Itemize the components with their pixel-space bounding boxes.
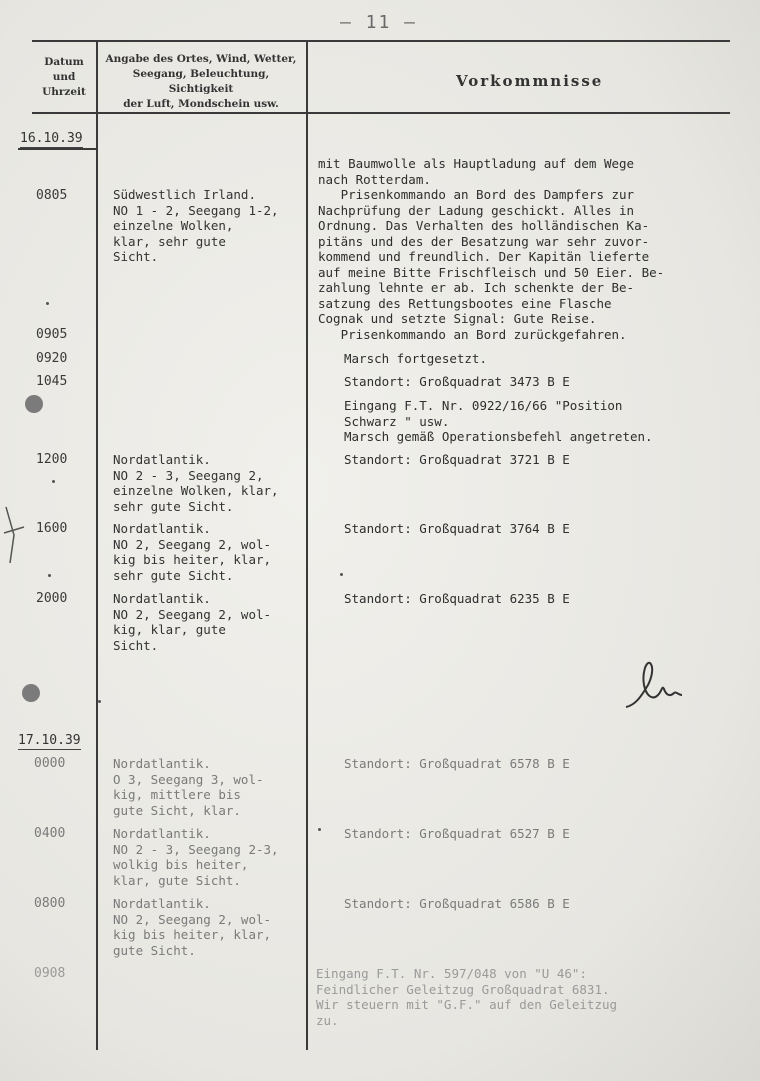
time-1600: 1600 xyxy=(36,521,68,536)
location-entry-1600: Nordatlantik. NO 2, Seegang 2, wol- kig bis heiter, klar, sehr gute Sicht. xyxy=(113,521,272,583)
time-2000: 2000 xyxy=(36,591,68,606)
location-entry-0000: Nordatlantik. O 3, Seegang 3, wol- kig, mittlere bis gute Sicht, klar. xyxy=(113,756,264,818)
time-0400: 0400 xyxy=(34,826,66,841)
header-location-weather xyxy=(101,52,301,112)
date-17-10-39: 17.10.39 xyxy=(18,733,81,748)
time-0920: 0920 xyxy=(36,351,68,366)
column-divider-1 xyxy=(96,40,98,1050)
margin-mark xyxy=(52,480,55,483)
event-position-1600: Standort: Großquadrat 3764 B E xyxy=(344,521,570,536)
page-number: — 11 — xyxy=(340,12,418,33)
event-radio-convoy-u46: Eingang F.T. Nr. 597/048 von "U 46": Feindlicher Geleitzug Großquadrat 6831. Wir steuern mit "G.F." auf den Geleitzug zu. xyxy=(316,966,618,1028)
event-position-0000: Standort: Großquadrat 6578 B E xyxy=(344,756,570,771)
margin-mark xyxy=(46,302,49,305)
time-0908: 0908 xyxy=(34,966,66,981)
header-bottom-rule xyxy=(32,112,730,114)
header-col2-line3: der Luft, Mondschein usw. xyxy=(123,98,279,110)
signature-icon xyxy=(618,655,688,715)
punch-hole-bottom xyxy=(22,684,40,702)
event-position-1045: Standort: Großquadrat 3473 B E xyxy=(344,374,570,389)
time-0805: 0805 xyxy=(36,188,68,203)
date-16-10-39: 16.10.39 xyxy=(20,131,83,146)
event-prize-inspection: mit Baumwolle als Hauptladung auf dem Wege nach Rotterdam. Prisenkommando an Bord des Dampfers zur Nachprüfung der Ladung geschickt. Alles in Ordnung. Das Verhalten des holländischen Ka- pitäns und des der Besatzung war sehr zuvor- kommend und freundlich. Der Kapitän lieferte auf meine Bitte Frischfleisch und 50 Eier. Be- zahlung lehnte er ab. Ich schenkte der Be- satzung des Rettungsbootes eine Flasche Cognak und setzte Signal: Gute Reise. Prisenkommando an Bord zurückgefahren. xyxy=(318,156,665,342)
header-col2-line1: Angabe des Ortes, Wind, Wetter, xyxy=(105,53,297,65)
location-entry-2000: Nordatlantik. NO 2, Seegang 2, wol- kig, klar, gute Sicht. xyxy=(113,591,272,653)
header-col1-line3: Uhrzeit xyxy=(42,86,86,98)
location-entry-1200: Nordatlantik. NO 2 - 3, Seegang 2, einzelne Wolken, klar, sehr gute Sicht. xyxy=(113,452,279,514)
event-position-2000: Standort: Großquadrat 6235 B E xyxy=(344,591,570,606)
time-0000: 0000 xyxy=(34,756,66,771)
header-date-time xyxy=(36,55,92,100)
punch-hole-top xyxy=(25,395,43,413)
location-entry-0400: Nordatlantik. NO 2 - 3, Seegang 2-3, wolkig bis heiter, klar, gute Sicht. xyxy=(113,826,279,888)
time-1045: 1045 xyxy=(36,374,68,389)
event-position-0400: Standort: Großquadrat 6527 B E xyxy=(344,826,570,841)
header-top-rule xyxy=(32,40,730,42)
event-radio-position-schwarz: Eingang F.T. Nr. 0922/16/66 "Position Schwarz " usw. Marsch gemäß Operationsbefehl angetreten. xyxy=(344,398,653,444)
margin-scribble-icon xyxy=(2,505,26,565)
header-col2-line2: Seegang, Beleuchtung, Sichtigkeit xyxy=(132,68,270,95)
margin-mark xyxy=(98,700,101,703)
location-entry-0800: Nordatlantik. NO 2, Seegang 2, wol- kig bis heiter, klar, gute Sicht. xyxy=(113,896,272,958)
time-0905: 0905 xyxy=(36,327,68,342)
location-entry-0805: Südwestlich Irland. NO 1 - 2, Seegang 1-2, einzelne Wolken, klar, sehr gute Sicht. xyxy=(113,187,279,264)
event-march-continued: Marsch fortgesetzt. xyxy=(344,351,487,366)
header-events: Vorkommnisse xyxy=(456,72,604,90)
date-underline-1 xyxy=(18,148,96,150)
event-position-0800: Standort: Großquadrat 6586 B E xyxy=(344,896,570,911)
margin-mark xyxy=(48,574,51,577)
header-col1-line2: und xyxy=(52,71,76,83)
time-1200: 1200 xyxy=(36,452,68,467)
margin-mark xyxy=(318,828,321,831)
margin-mark xyxy=(340,573,343,576)
header-col1-line1: Datum xyxy=(44,56,84,68)
event-position-1200: Standort: Großquadrat 3721 B E xyxy=(344,452,570,467)
time-0800: 0800 xyxy=(34,896,66,911)
